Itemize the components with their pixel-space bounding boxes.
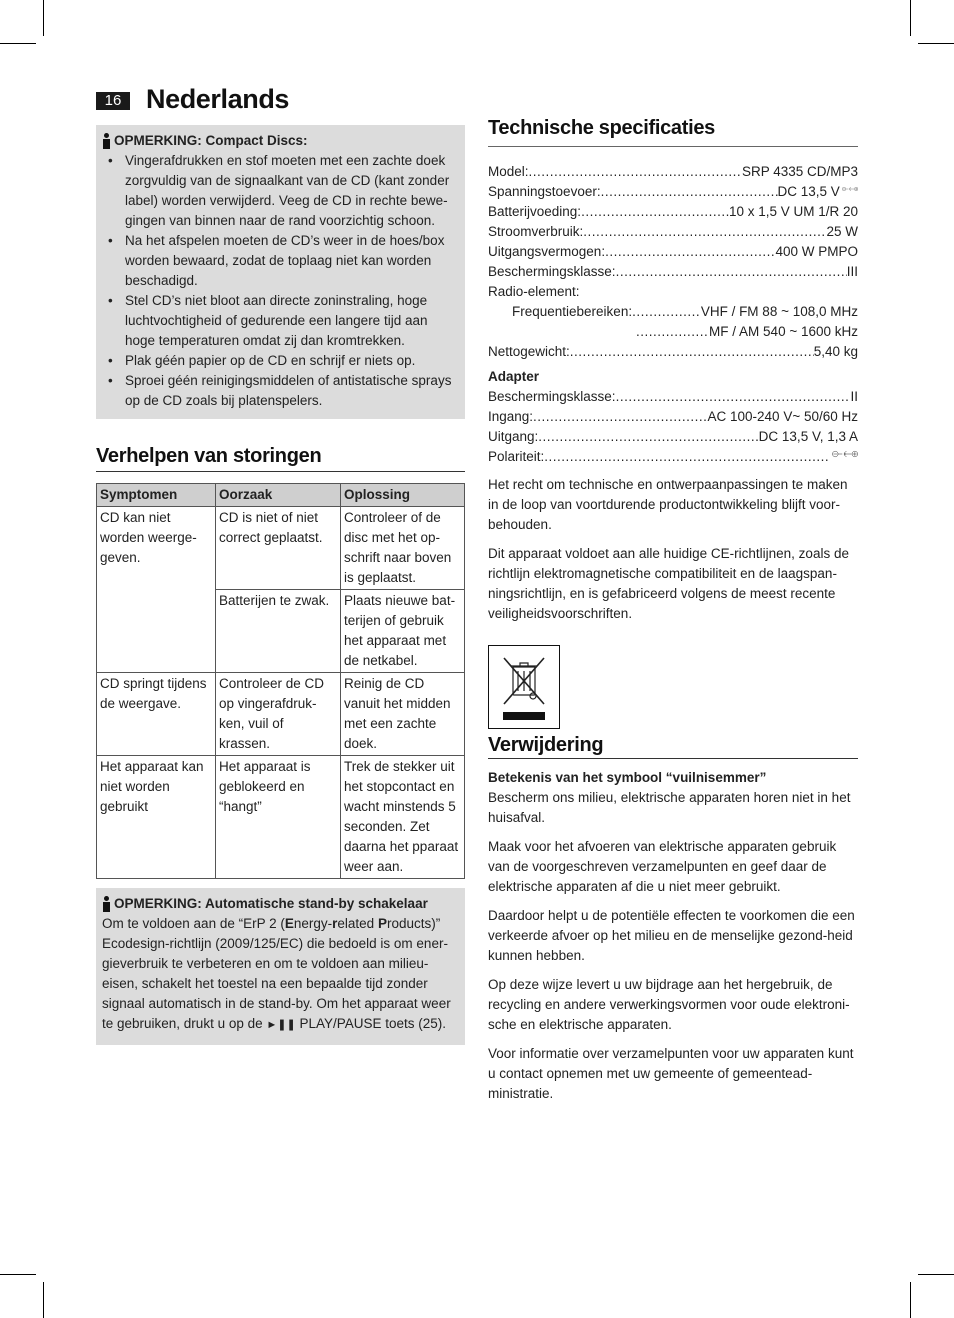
troubleshooting-table (96, 483, 465, 879)
spec-label: Uitgangsvermogen: (488, 244, 606, 259)
table-row (97, 507, 465, 590)
list-item: • Vingerafdrukken en stof moeten met een zachte doek zorgvuldig van de signaalkant van de CD (kant zonder label) worden verwijderd. Veeg de CD in rechte bewe-gingen van binnen naar de rand voorzichtig schoon. (102, 151, 455, 231)
disposal-paragraph: Op deze wijze levert u uw bijdrage aan het hergebruik, de recycling en andere verwerkingsvormen voor oude elektroni-sche en elektrische apparaten. (488, 977, 850, 1032)
leader-dots (544, 447, 830, 467)
spec-label: Beschermingsklasse: (488, 264, 616, 279)
leader-dots (583, 222, 826, 242)
note-text: elated (337, 916, 378, 931)
column-header: Oplossing (341, 484, 465, 507)
table-row (97, 673, 465, 756)
column-header: Symptomen (97, 484, 216, 507)
note-list (102, 151, 455, 411)
spec-value: MF / AM 540 ~ 1600 kHz (709, 324, 858, 339)
spec-label: Uitgang: (488, 429, 539, 444)
spec-row (488, 407, 858, 427)
leader-dots (581, 202, 729, 222)
note-text: roducts)” Ecodesign-richtlijn (2009/125/EC) die bedoeld is om ener-gieverbruik te verbeteren en om te voldoen aan milieu-eisen, schakelt het toestel na een bepaalde tijd zonder signaal automatisch in de stand-by. Om het apparaat weer te gebruiken, drukt u op de (102, 916, 451, 1031)
info-icon (102, 133, 110, 149)
spec-label: Frequentiebereiken: (512, 304, 633, 319)
polarity-icon (832, 447, 858, 461)
page-number: 16 (96, 92, 130, 110)
leader-dots (538, 427, 758, 447)
table-cell: Het apparaat kan niet worden gebruikt (97, 756, 216, 879)
crop-mark (918, 43, 954, 44)
spec-label: Polariteit: (488, 449, 545, 464)
spec-label: Nettogewicht: (488, 344, 570, 359)
spec-value: DC 13,5 V (777, 184, 840, 199)
table-row (97, 756, 465, 879)
leader-dots (529, 162, 742, 182)
spec-value: DC 13,5 V, 1,3 A (758, 429, 858, 444)
page-title: Nederlands (146, 84, 290, 114)
left-column (96, 125, 465, 1045)
spec-value: SRP 4335 CD/MP3 (741, 164, 858, 179)
note-heading-text: OPMERKING: Compact Discs: (114, 133, 308, 148)
note-text: P (377, 916, 387, 931)
leader-dots (570, 342, 814, 362)
note-body (102, 914, 455, 1035)
leader-dots (632, 302, 701, 322)
spec-row (488, 222, 858, 242)
spec-row (488, 242, 858, 262)
note-text: Om te voldoen aan de “ErP 2 ( (102, 916, 285, 931)
spec-row (488, 342, 858, 362)
column-header: Oorzaak (216, 484, 341, 507)
spec-value: II (850, 389, 858, 404)
disposal-subheading: Betekenis van het symbool “vuilnisemmer” (488, 770, 767, 785)
leader-dots (601, 182, 778, 202)
crop-mark (910, 0, 911, 36)
spec-label: Model: (488, 164, 529, 179)
spec-value: III (846, 264, 858, 279)
spec-value: 25 W (826, 224, 858, 239)
table-cell: Reinig de CD vanuit het midden met een zachte doek. (341, 673, 465, 756)
crop-mark (0, 43, 36, 44)
crop-mark (910, 1282, 911, 1318)
note-text: nergy- (293, 916, 333, 931)
spec-list (488, 162, 858, 467)
table-cell: CD is niet of niet correct geplaatst. (216, 507, 341, 590)
spec-paragraph: Dit apparaat voldoet aan alle huidige CE-richtlijnen, zoals de richtlijn elektromagnetische compatibiliteit en de laagspan-ningsrichtlijn, en is gefabriceerd volgens de meest recente veiligheidsvoorschriften. (488, 546, 849, 621)
crop-mark (43, 1282, 44, 1318)
spec-value: AC 100-240 V~ 50/60 Hz (707, 409, 858, 424)
list-item: • Sproei géén reinigingsmiddelen of antistatische sprays op de CD zoals bij platenspelers. (102, 371, 455, 411)
weee-bin-icon (488, 645, 560, 729)
leader-dots (533, 407, 707, 427)
spec-row (488, 427, 858, 447)
troubleshooting-heading: Verhelpen van storingen (96, 446, 465, 472)
leader-dots (636, 322, 709, 342)
spec-value: 400 W PMPO (775, 244, 858, 259)
table-cell: Het apparaat is geblokeerd en “hangt” (216, 756, 341, 879)
spec-row (488, 302, 858, 322)
spec-value: 5,40 kg (813, 344, 858, 359)
leader-dots (605, 242, 775, 262)
disposal-paragraph: Voor informatie over verzamelpunten voor uw apparaten kunt u contact opnemen met uw gemeente of gemeentead-ministratie. (488, 1046, 854, 1101)
disposal-paragraph: Bescherm ons milieu, elektrische apparaten horen niet in het huisafval. (488, 790, 851, 825)
note-text: E (284, 916, 294, 931)
spec-row (488, 162, 858, 182)
list-item: • Stel CD’s niet bloot aan directe zoninstraling, hoge luchtvochtigheid of gedurende een langere tijd aan hoge temperaturen omdat zij dan kromtrekken. (102, 291, 455, 351)
table-cell: CD springt tijdens de weergave. (97, 673, 216, 756)
crop-mark (918, 1274, 954, 1275)
table-cell: Batterijen te zwak. (216, 590, 341, 673)
note-standby (96, 888, 465, 1045)
specs-heading: Technische specificaties (488, 118, 858, 147)
table-cell: Plaats nieuwe bat-terijen of gebruik het apparaat met de netkabel. (341, 590, 465, 673)
crop-mark (43, 0, 44, 36)
spec-label: Stroomverbruik: (488, 224, 584, 239)
table-header-row (97, 484, 465, 507)
spec-row (488, 322, 858, 342)
disposal-paragraph: Daardoor helpt u de potentiële effecten te voorkomen die een verkeerde afvoer op het milieu en de menselijke gezond-heid kunnen hebben. (488, 908, 855, 963)
note-heading-text: OPMERKING: Automatische stand-by schakelaar (114, 896, 428, 911)
list-item: • Na het afspelen moeten de CD’s weer in de hoes/box worden bewaard, zodat de toplaag niet kan worden beschadigd. (102, 231, 455, 291)
note-heading (102, 894, 455, 914)
spec-row (488, 387, 858, 407)
adapter-heading: Adapter (488, 369, 540, 384)
radio-label: Radio-element: (488, 284, 580, 299)
spec-label: Beschermingsklasse: (488, 389, 616, 404)
note-text: PLAY/PAUSE toets (25). (299, 1016, 447, 1031)
polarity-icon (842, 182, 858, 196)
spec-row (488, 182, 858, 202)
leader-dots (616, 262, 847, 282)
note-compact-discs (96, 125, 465, 419)
table-cell: Controleer de CD op vingerafdruk-ken, vuil of krassen. (216, 673, 341, 756)
spec-paragraph: Het recht om technische en ontwerpaanpassingen te maken in de loop van voortdurende productontwikkeling blijft voor-behouden. (488, 477, 848, 532)
table-cell: Controleer of de disc met het op-schrift naar boven is geplaatst. (341, 507, 465, 590)
disposal-heading: Verwijdering (488, 735, 858, 759)
info-icon (102, 896, 110, 912)
note-heading (102, 131, 455, 151)
list-item: • Plak géén papier op de CD en schrijf er niets op. (102, 351, 455, 371)
spec-label: Ingang: (488, 409, 534, 424)
right-column (488, 118, 858, 1113)
spec-label: Batterijvoeding: (488, 204, 582, 219)
table-cell: Trek de stekker uit het stopcontact en wacht minstends 5 seconden. Zet daarna het pparaat weer aan. (341, 756, 465, 879)
crop-mark (0, 1274, 36, 1275)
note-text: r (332, 916, 338, 931)
spec-value: VHF / FM 88 ~ 108,0 MHz (700, 304, 858, 319)
spec-value: 10 x 1,5 V UM 1/R 20 (728, 204, 858, 219)
spec-row (488, 262, 858, 282)
table-cell: CD kan niet worden weerge-geven. (97, 507, 216, 673)
spec-row (488, 447, 858, 467)
spec-label: Spanningstoevoer: (488, 184, 601, 199)
spec-row (488, 202, 858, 222)
leader-dots (616, 387, 851, 407)
play-pause-icon: ►❚❚ (266, 1019, 296, 1031)
disposal-paragraph: Maak voor het afvoeren van elektrische apparaten gebruik van de voorgeschreven verzamelpunten en geef daar de elektrische apparaten af die u niet meer gebruikt. (488, 839, 837, 894)
